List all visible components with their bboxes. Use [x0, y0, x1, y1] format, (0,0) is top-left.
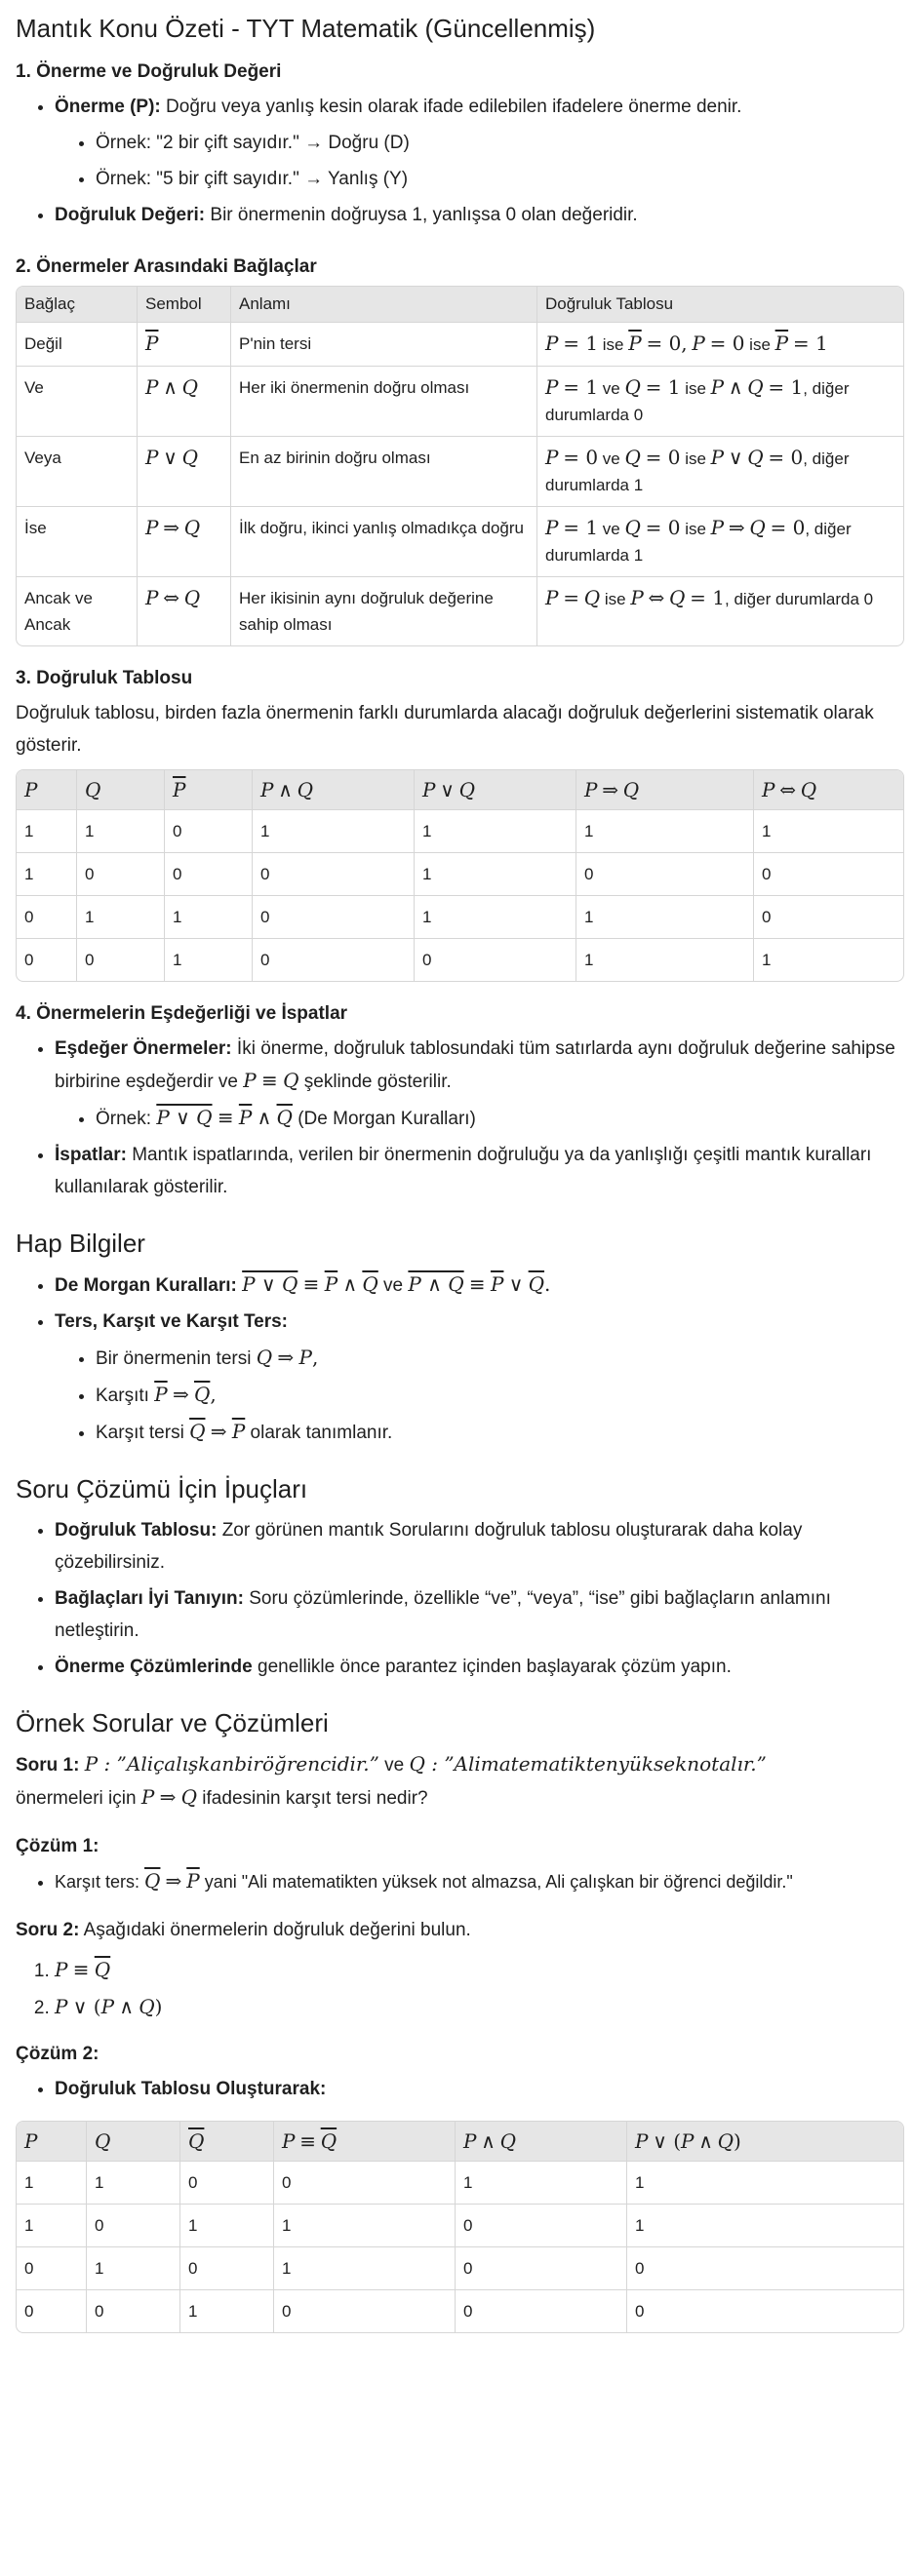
table-cell: 0 [87, 2204, 180, 2246]
table-cell: 1 [456, 2161, 627, 2204]
table-row [17, 436, 903, 506]
symbol-cell: $\overline{P}$ [138, 322, 231, 366]
table-cell: 1 [576, 809, 754, 852]
table-row [17, 2161, 903, 2204]
column-header: P ∧ Q [456, 2122, 627, 2161]
column-header: Doğruluk Tablosu [537, 287, 903, 322]
list-item: • Doğruluk Tablosu Oluşturarak: [55, 2073, 904, 2105]
term-label: Doğruluk Değeri: [55, 205, 206, 225]
column-header: $P \equiv \overline{Q}$ [274, 2122, 456, 2161]
table-cell: 0 [77, 938, 165, 981]
table-cell: 0 [456, 2289, 627, 2332]
table-cell: 0 [17, 938, 77, 981]
list-item [55, 1306, 904, 1449]
table-cell: İse [17, 506, 138, 576]
table-cell: 0 [165, 852, 253, 895]
column-header: Q [77, 770, 165, 809]
list-item [55, 199, 904, 231]
truth-cell: P = 1 ve Q = 1 ise P ∧ Q = 1, diğer durumlarda 0 [537, 366, 903, 436]
table-cell: 1 [627, 2161, 903, 2204]
list-item: • Örnek: "2 bir çift sayıdır." → Doğru (D) [96, 127, 904, 159]
table-cell: 0 [627, 2246, 903, 2289]
term-label: Önerme (P): [55, 97, 161, 117]
truth-cell: P = Q ise P ⇔ Q = 1, diğer durumlarda 0 [537, 576, 903, 645]
table-cell: 0 [456, 2246, 627, 2289]
list-item: • Bir önermenin tersi Q ⇒ P, [96, 1342, 904, 1375]
list-item: • Örnek: "5 bir çift sayıdır." → Yanlış (Y) [96, 163, 904, 195]
term-label: İspatlar: [55, 1145, 127, 1165]
table-cell: 1 [253, 809, 415, 852]
table-cell: 1 [576, 895, 754, 938]
table-row [17, 852, 903, 895]
section-1-heading: 1. Önerme ve Doğruluk Değeri [16, 61, 282, 82]
list-item: • Bağlaçları İyi Tanıyın: Soru çözümlerinde, özellikle “ve”, “veya”, “ise” gibi bağlaçların anlamını netleştirin. [55, 1582, 904, 1647]
list-item: 2. P ∨ (P ∧ Q) [55, 1991, 904, 2024]
term-text: Doğru veya yanlış kesin olarak ifade edilebilen ifadelere önerme denir. [160, 97, 742, 117]
section-2-heading: 2. Önermeler Arasındaki Bağlaçlar [16, 256, 317, 277]
table-cell: 0 [253, 938, 415, 981]
table-cell: 1 [415, 895, 576, 938]
column-header: P ∧ Q [253, 770, 415, 809]
column-header: P [17, 770, 77, 809]
table-cell: 1 [87, 2246, 180, 2289]
table-cell: 0 [415, 938, 576, 981]
table-cell: 1 [274, 2246, 456, 2289]
table-cell: 0 [576, 852, 754, 895]
section-3-heading: 3. Doğruluk Tablosu [16, 668, 193, 688]
table-cell: 0 [754, 852, 903, 895]
symbol-cell: P ⇔ Q [138, 576, 231, 645]
table-cell: 1 [180, 2204, 274, 2246]
solution-2-list [16, 2073, 904, 2105]
table-cell: 0 [274, 2289, 456, 2332]
term-text: İki önerme, doğruluk tablosundaki tüm satırlarda aynı doğruluk değerine sahipse birbirine eşdeğerdir ve [55, 1038, 895, 1092]
table-cell: Ancak ve Ancak [17, 576, 138, 645]
examples-heading: Örnek Sorular ve Çözümleri [16, 1708, 329, 1737]
table-header-row [17, 287, 903, 322]
example-list [55, 127, 904, 195]
table-cell: 1 [274, 2204, 456, 2246]
table-cell: 1 [165, 938, 253, 981]
table-row [17, 895, 903, 938]
table-row [17, 322, 903, 366]
truth-table [16, 769, 904, 982]
table-cell: 1 [87, 2161, 180, 2204]
column-header: P [17, 2122, 87, 2161]
column-header: $\overline{P}$ [165, 770, 253, 809]
column-header: P ⇔ Q [754, 770, 903, 809]
table-cell: Her iki önermenin doğru olması [231, 366, 537, 436]
term-text: Mantık ispatlarında, verilen bir önermenin doğruluğu ya da yanlışlığı çeşitli mantık kuralları kullanılarak gösterilir. [55, 1145, 872, 1197]
list-item: • Eşdeğer Önermeler: İki önerme, doğruluk tablosundaki tüm satırlarda aynı doğruluk değerine sahipse birbirine eşdeğerdir ve P ≡ Q şeklinde gösterilir. • Örnek: P ∨ $Q \equiv \overline{P}$ ∧ $\overline{Q}$ (De Morgan Kuralları) [55, 1033, 904, 1135]
list-item: • Karşıtı $\overline{P}$ ⇒ $\overline{Q}$, [96, 1379, 904, 1412]
column-header: Anlamı [231, 287, 537, 322]
table-cell: Ve [17, 366, 138, 436]
table-cell: 1 [754, 809, 903, 852]
table-cell: 0 [180, 2161, 274, 2204]
column-header: Sembol [138, 287, 231, 322]
list-item: • Örnek: P ∨ $Q \equiv \overline{P}$ ∧ $\overline{Q}$ (De Morgan Kuralları) [96, 1102, 904, 1135]
column-header: $\overline{Q}$ [180, 2122, 274, 2161]
example-suffix: (De Morgan Kuralları) [292, 1109, 476, 1129]
list-item: • Doğruluk Tablosu: Zor görünen mantık Sorularını doğruluk tablosu oluşturarak daha kolay çözebilirsiniz. [55, 1514, 904, 1579]
table-cell: 1 [77, 809, 165, 852]
table-cell: 0 [17, 895, 77, 938]
table-row [17, 366, 903, 436]
column-header: P ∨ (P ∧ Q) [627, 2122, 903, 2161]
list-item: 1. $P \equiv \overline{Q}$ [55, 1954, 904, 1987]
table-cell: 0 [165, 809, 253, 852]
list-item: • De Morgan Kuralları: P ∨ $Q \equiv \overline{P}$ ∧ $\overline{Q}$ ve P ∧ $Q \equiv \overline{P}$ ∨ $\overline{Q}$. [55, 1268, 904, 1302]
table-cell: 1 [415, 809, 576, 852]
table-row [17, 809, 903, 852]
table-row [17, 938, 903, 981]
column-header: Bağlaç [17, 287, 138, 322]
table-row [17, 2289, 903, 2332]
column-header: P ∨ Q [415, 770, 576, 809]
list-item: • Karşıt ters: $\overline{Q}$ ⇒ $\overline{P}$ yani "Ali matematikten yüksek not almazsa, Ali çalışkan bir öğrenci değildir." [55, 1865, 904, 1898]
table-cell: Her ikisinin aynı doğruluk değerine sahip olması [231, 576, 537, 645]
paragraph: Doğruluk tablosu, birden fazla önermenin farklı durumlarda alacağı doğruluk değerlerini sistematik olarak gösterir. [16, 703, 874, 756]
term-label: Eşdeğer Önermeler: [55, 1038, 232, 1059]
example-prefix: Örnek: [96, 1109, 157, 1129]
table-cell: Veya [17, 436, 138, 506]
table-cell: 0 [456, 2204, 627, 2246]
table-cell: 0 [77, 852, 165, 895]
table-cell: 1 [180, 2289, 274, 2332]
list-item [55, 91, 904, 195]
term-label: De Morgan Kuralları: [55, 1275, 237, 1296]
table-row [17, 2204, 903, 2246]
table-cell: 1 [415, 852, 576, 895]
page-title: Mantık Konu Özeti - TYT Matematik (Güncellenmiş) [16, 14, 596, 43]
connectives-table [16, 286, 904, 646]
symbol-cell: P ∧ Q [138, 366, 231, 436]
table-cell: 1 [77, 895, 165, 938]
table-cell: 1 [17, 2204, 87, 2246]
section-1-list [16, 91, 904, 231]
table-row [17, 576, 903, 645]
table-cell: 0 [253, 895, 415, 938]
table-cell: 1 [17, 852, 77, 895]
table-cell: 0 [754, 895, 903, 938]
truth-cell: P = 1 ve Q = 0 ise P ⇒ Q = 0, diğer durumlarda 1 [537, 506, 903, 576]
table-cell: İlk doğru, ikinci yanlış olmadıkça doğru [231, 506, 537, 576]
tips-heading: Soru Çözümü İçin İpuçları [16, 1474, 308, 1503]
question-1: Soru 1: P : ”Aliçalışkanbiröğrencidir.” ve Q : ”Alimatematiktenyükseknotalır.” önermeleri için P ⇒ Q ifadesinin karşıt tersi nedir? [16, 1752, 767, 1809]
table-cell: 0 [180, 2246, 274, 2289]
tips-list [16, 1514, 904, 1683]
term-text: Bir önermenin doğruysa 1, yanlışsa 0 olan değeridir. [205, 205, 638, 225]
list-item [55, 1139, 904, 1203]
table-cell: 1 [627, 2204, 903, 2246]
table-cell: 1 [754, 938, 903, 981]
solution-2-heading: Çözüm 2: [16, 2044, 99, 2064]
table-cell: 1 [165, 895, 253, 938]
table-cell: 1 [576, 938, 754, 981]
table-cell: 0 [17, 2246, 87, 2289]
solution-1-heading: Çözüm 1: [16, 1836, 99, 1856]
table-header-row [17, 770, 903, 809]
solution-1-list [16, 1865, 904, 1898]
hap-list [16, 1268, 904, 1449]
conjunction: ve [377, 1275, 409, 1296]
question-2-list [16, 1954, 904, 2024]
truth-cell: P = 0 ve Q = 0 ise P ∨ Q = 0, diğer durumlarda 1 [537, 436, 903, 506]
table-cell: 0 [17, 2289, 87, 2332]
table-cell: 1 [17, 809, 77, 852]
table-cell: En az birinin doğru olması [231, 436, 537, 506]
symbol-cell: P ⇒ Q [138, 506, 231, 576]
column-header: P ⇒ Q [576, 770, 754, 809]
column-header: Q [87, 2122, 180, 2161]
table-header-row [17, 2122, 903, 2161]
section-4-heading: 4. Önermelerin Eşdeğerliği ve İspatlar [16, 1003, 348, 1024]
truth-cell: P = 1 ise $\overline{P} = 0$, P = 0 ise $\overline{P} = 1$ [537, 322, 903, 366]
table-cell: 0 [87, 2289, 180, 2332]
definition-list [55, 1342, 904, 1449]
table-cell: P'nin tersi [231, 322, 537, 366]
term-label: Ters, Karşıt ve Karşıt Ters: [55, 1311, 289, 1332]
table-cell: 0 [274, 2161, 456, 2204]
question-2: Soru 2: Aşağıdaki önermelerin doğruluk değerini bulun. [16, 1920, 471, 1940]
table-cell: 1 [17, 2161, 87, 2204]
hap-heading: Hap Bilgiler [16, 1229, 145, 1258]
table-row [17, 2246, 903, 2289]
section-4-list [16, 1033, 904, 1203]
symbol-cell: P ∨ Q [138, 436, 231, 506]
example-list [55, 1102, 904, 1135]
list-item: • Karşıt tersi $\overline{Q}$ ⇒ $\overline{P}$ olarak tanımlanır. [96, 1416, 904, 1449]
solution-truth-table [16, 2121, 904, 2333]
list-item: • Önerme Çözümlerinde genellikle önce parantez içinden başlayarak çözüm yapın. [55, 1651, 904, 1683]
table-cell: 0 [253, 852, 415, 895]
term-text: şeklinde gösterilir. [298, 1072, 452, 1092]
table-cell: Değil [17, 322, 138, 366]
table-cell: 0 [627, 2289, 903, 2332]
table-row [17, 506, 903, 576]
